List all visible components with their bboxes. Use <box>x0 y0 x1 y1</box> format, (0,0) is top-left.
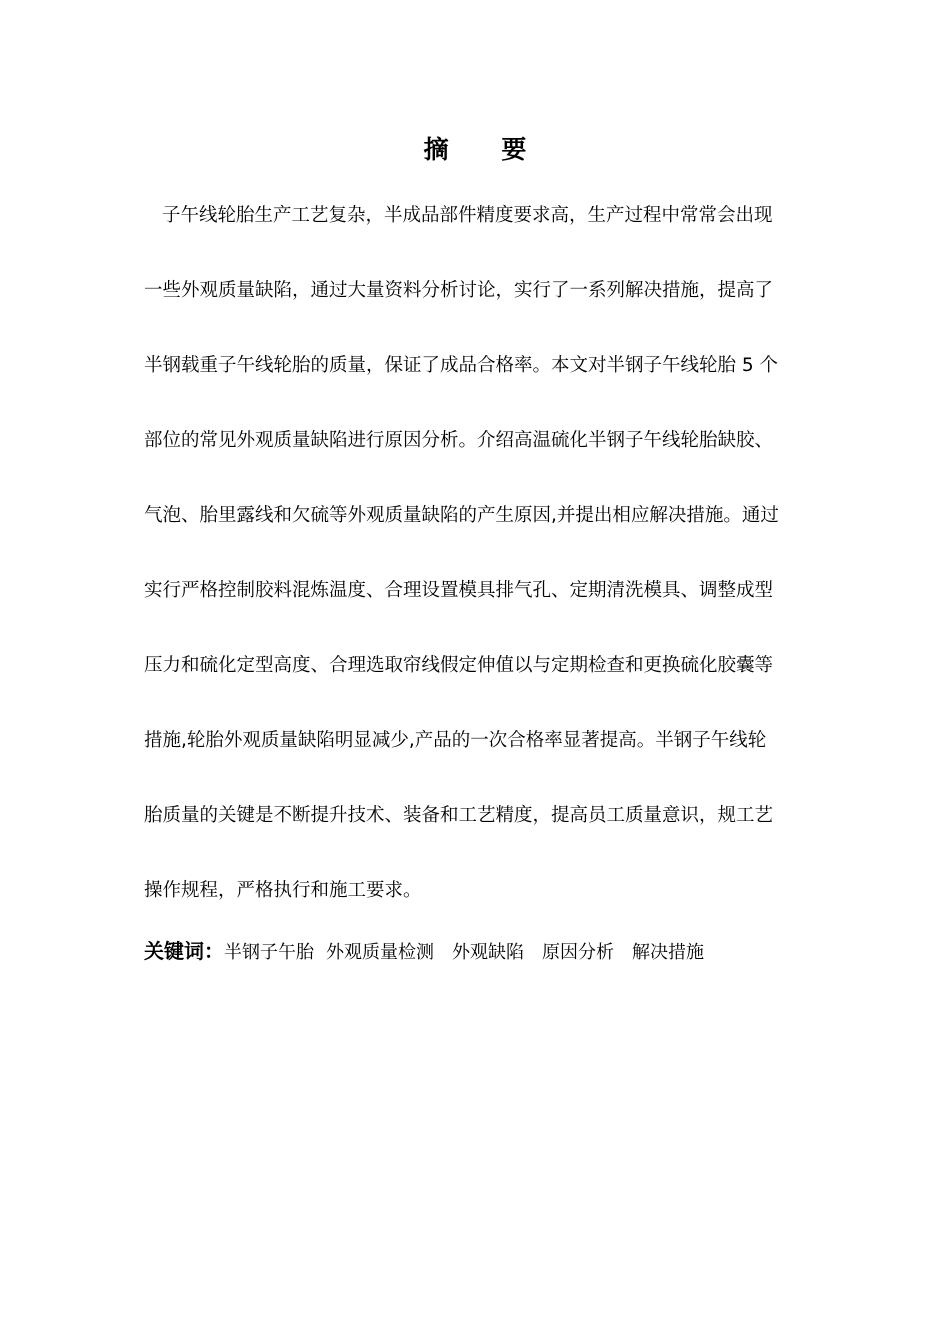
abstract-line: 实行严格控制胶料混炼温度、合理设置模具排气孔、定期清洗模具、调整成型 <box>144 580 774 601</box>
keyword-item: 原因分析 <box>542 942 614 963</box>
keyword-item: 半钢子午胎 <box>224 942 314 963</box>
abstract-line: 一些外观质量缺陷，通过大量资料分析讨论，实行了一系列解决措施，提高了 <box>144 280 774 301</box>
abstract-line: 措施,轮胎外观质量缺陷明显减少,产品的一次合格率显著提高。半钢子午线轮 <box>144 730 767 751</box>
keywords-row <box>144 933 716 971</box>
abstract-line: 部位的常见外观质量缺陷进行原因分析。介绍高温硫化半钢子午线轮胎缺胶、 <box>144 430 774 451</box>
abstract-line: 胎质量的关键是不断提升技术、装备和工艺精度，提高员工质量意识，规工艺 <box>144 805 774 826</box>
abstract-line: 气泡、胎里露线和欠硫等外观质量缺陷的产生原因,并提出相应解决措施。通过 <box>144 505 779 526</box>
keyword-item: 外观质量检测 <box>326 942 434 963</box>
keyword-item: 外观缺陷 <box>452 942 524 963</box>
abstract-body <box>144 196 806 946</box>
abstract-line: 子午线轮胎生产工艺复杂，半成品部件精度要求高，生产过程中常常会出现 <box>162 205 773 226</box>
abstract-line: 压力和硫化定型高度、合理选取帘线假定伸值以与定期检查和更换硫化胶囊等 <box>144 655 774 676</box>
keywords-label: 关键词： <box>144 939 224 963</box>
abstract-line: 操作规程，严格执行和施工要求。 <box>144 880 422 901</box>
abstract-line: 半钢载重子午线轮胎的质量，保证了成品合格率。本文对半钢子午线轮胎 5 个 <box>144 355 779 376</box>
abstract-title: 摘 要 <box>423 135 549 164</box>
keyword-item: 解决措施 <box>632 942 704 963</box>
